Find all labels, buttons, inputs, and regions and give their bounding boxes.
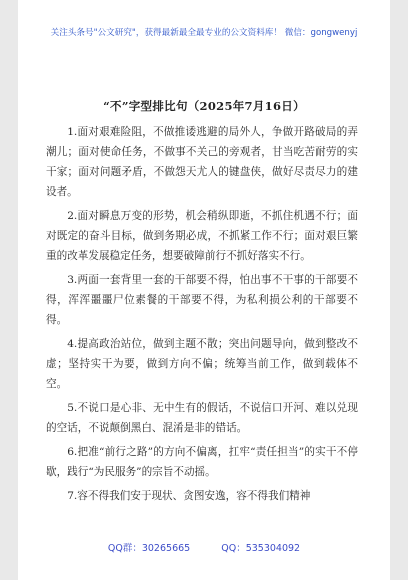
paragraph-4: 4.提高政治站位，做到主题不散；突出问题导向，做到整改不虚；坚持实干为要，做到方向不偏；统筹当前工作，做到载体不空。 — [46, 338, 358, 390]
footer-banner — [18, 540, 390, 554]
document-body — [46, 122, 358, 510]
footer-qq-group: QQ群：30265665 — [107, 543, 191, 554]
document-page — [18, 0, 390, 580]
document-title: “不”字型排比句（2025年7月16日） — [103, 99, 305, 113]
paragraph-2: 2.面对瞬息万变的形势，机会稍纵即逝，不抓住机遇不行；面对既定的奋斗目标，做到务期必成，不抓紧工作不行；面对艰巨繁重的改革发展稳定任务，想要破障前行不抓好落实不行。 — [46, 210, 358, 262]
paragraph-1: 1.面对艰难险阻，不做推诿逃避的局外人，争做开路破局的弄潮儿；面对使命任务，不做事不关己的旁观者，甘当吃苦耐劳的实干家；面对问题矛盾，不做怨天尤人的键盘侠，做好尽责尽力的建设者。 — [46, 126, 358, 198]
footer-qq: QQ：535304092 — [221, 543, 301, 554]
header-banner — [18, 26, 390, 38]
header-promo-text: 关注头条号"公文研究"，获得最新最全最专业的公文资料库！ — [50, 28, 282, 38]
paragraph-6: 6.把准“前行之路”的方向不偏离，扛牢“责任担当”的实干不停歇，践行“为民服务”的宗旨不动摇。 — [46, 446, 358, 478]
paragraph-7: 7.容不得我们安于现状、贪图安逸，容不得我们精神 — [67, 490, 311, 502]
paragraph-3: 3.两面一套背里一套的干部要不得，怕出事不干事的干部要不得，浑浑噩噩尸位素餐的干部要不得，为私利损公利的干部要不得。 — [46, 274, 358, 326]
paragraph-5: 5.不说口是心非、无中生有的假话，不说信口开河、难以兑现的空话，不说颠倒黑白、混淆是非的错话。 — [46, 402, 358, 434]
header-wechat-label: 微信：gongwenyj — [284, 28, 358, 38]
